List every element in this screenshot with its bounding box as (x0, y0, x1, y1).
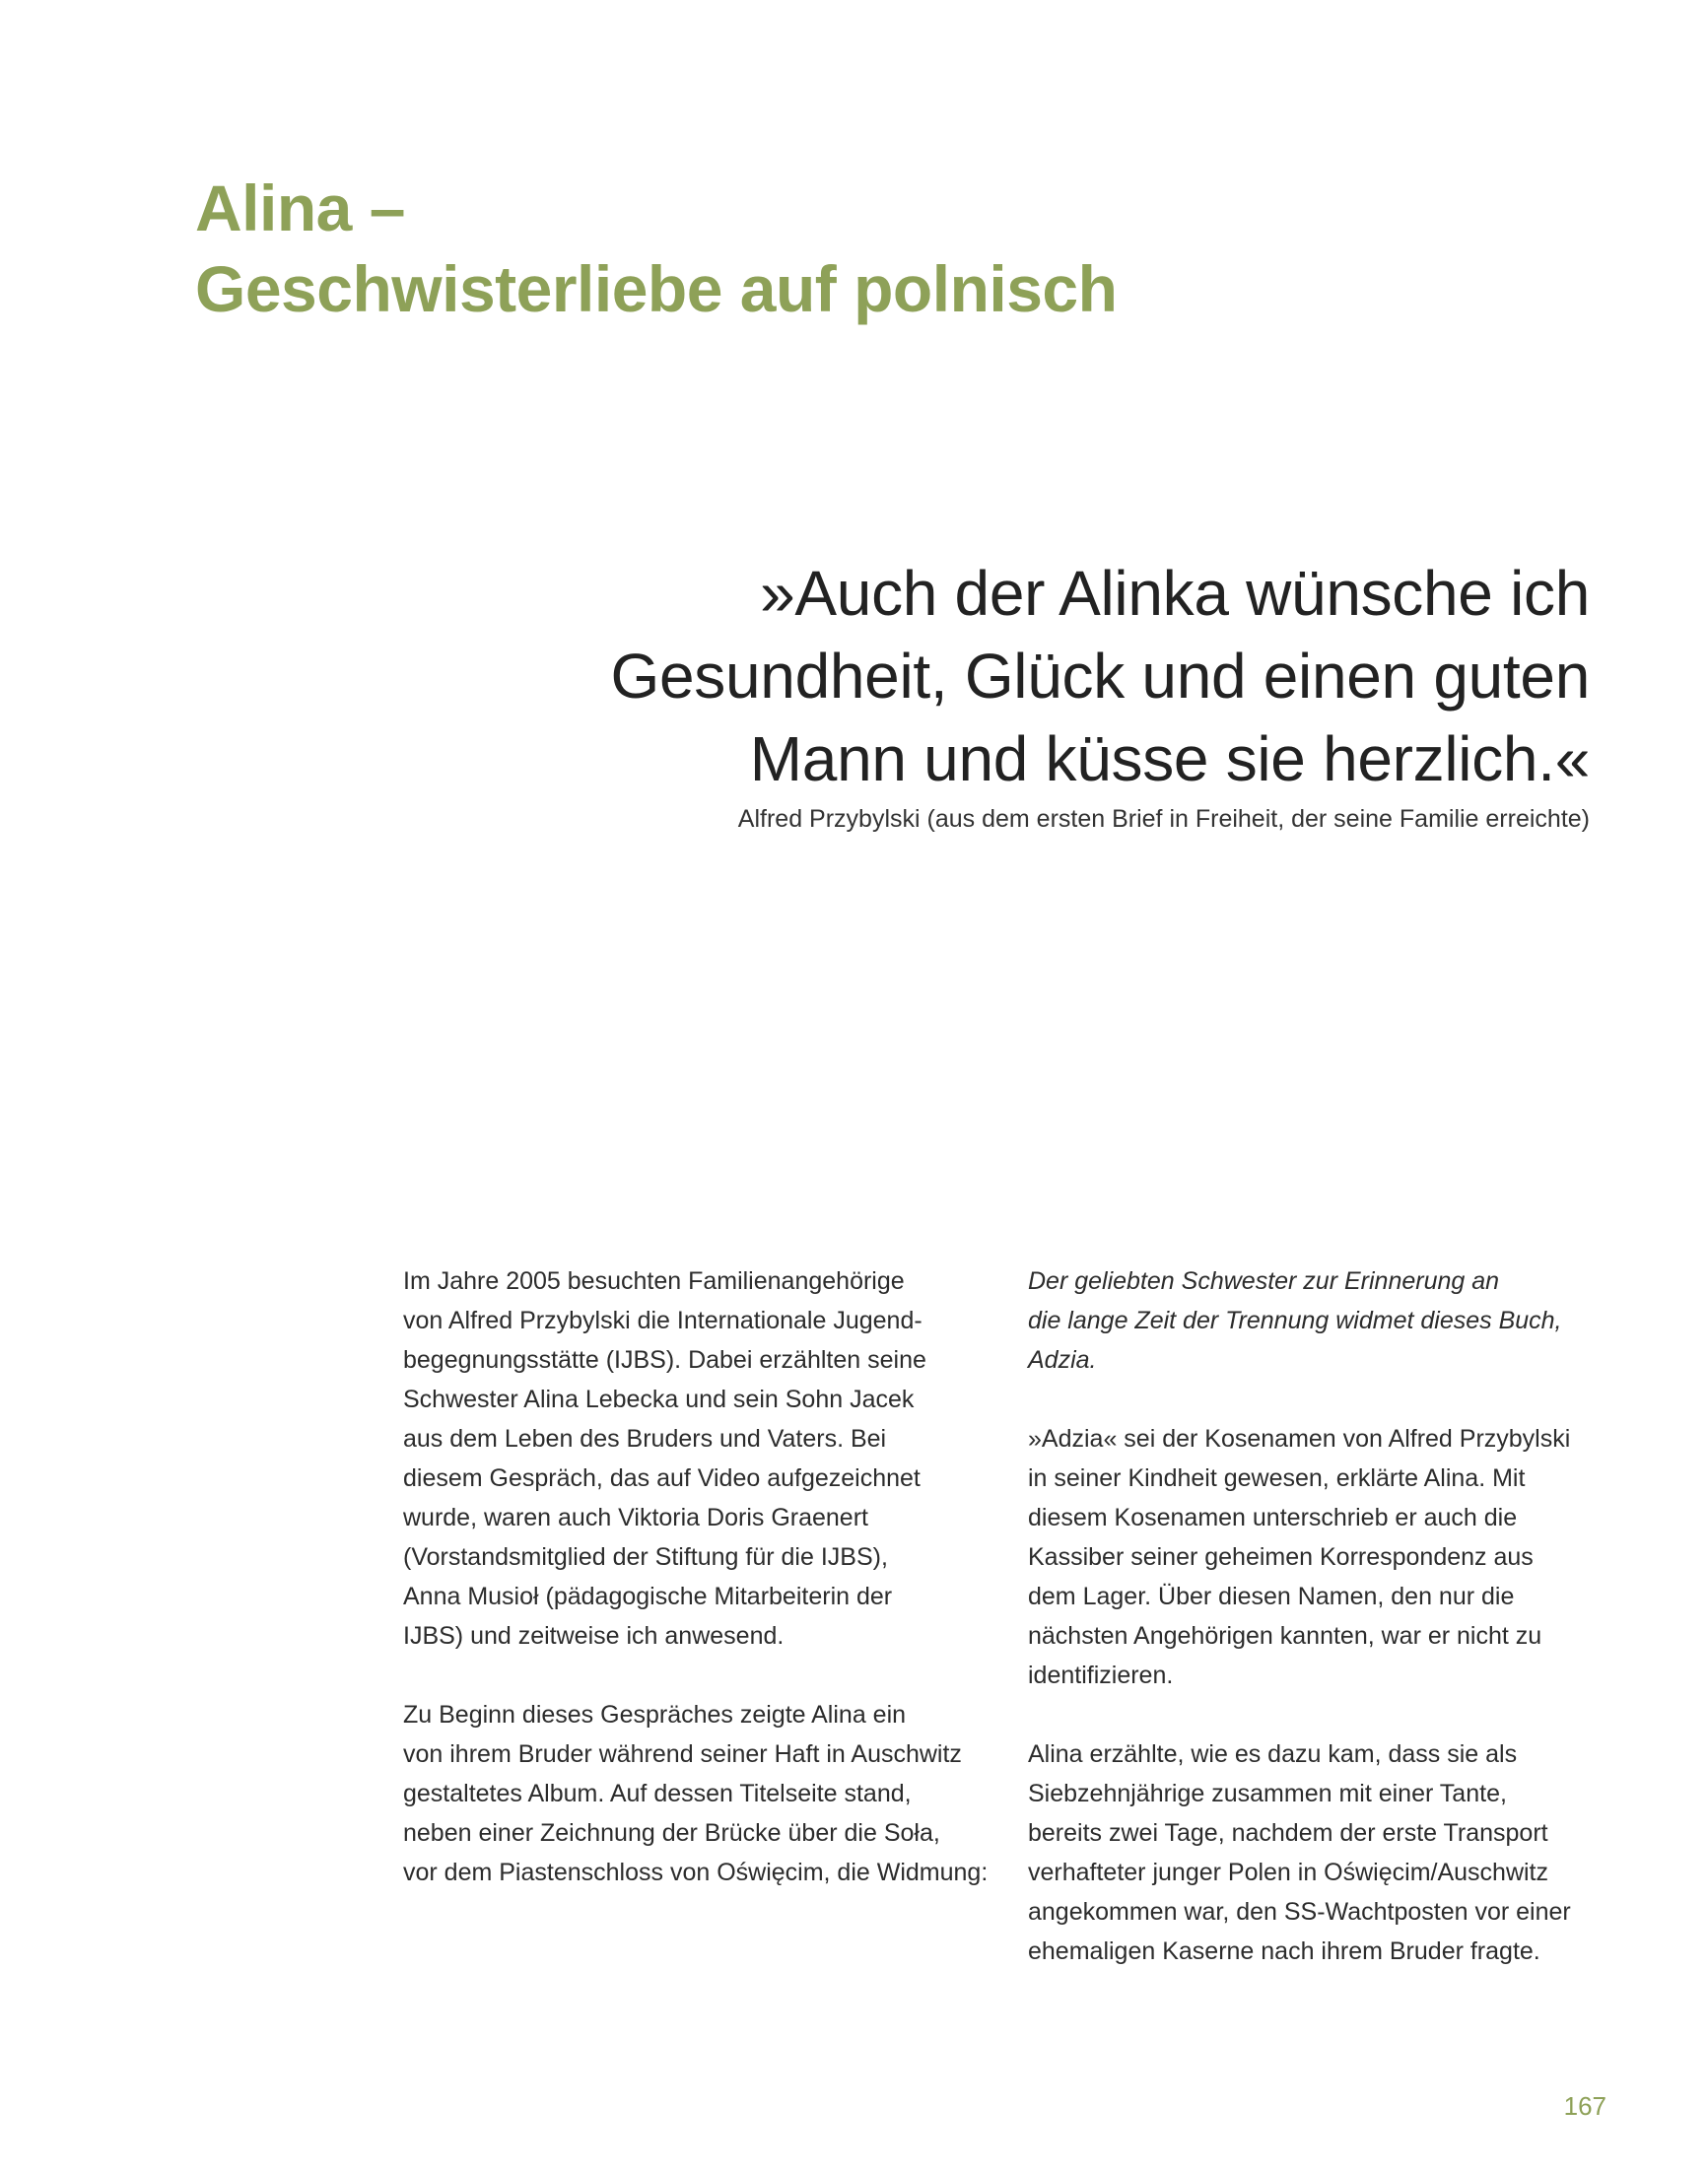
text-line: diesem Gespräch, das auf Video aufgezeichnet (403, 1464, 921, 1492)
quote-line: Mann und küsse sie herzlich.« (749, 723, 1590, 794)
text-line: Anna Musioł (pädagogische Mitarbeiterin der (403, 1583, 893, 1610)
text-line: diesem Kosenamen unterschrieb er auch die (1028, 1504, 1518, 1531)
epigraph-quote (506, 552, 1590, 800)
chapter-title-line-1: Alina – (195, 171, 405, 244)
text-line: vor dem Piastenschloss von Oświęcim, die Widmung: (403, 1859, 989, 1886)
epigraph (506, 552, 1590, 836)
text-line: Adzia. (1028, 1346, 1097, 1374)
text-line: Der geliebten Schwester zur Erinnerung an (1028, 1267, 1500, 1295)
text-line: begegnungsstätte (IJBS). Dabei erzählten seine (403, 1346, 926, 1374)
quote-line: »Auch der Alinka wünsche ich (760, 558, 1590, 629)
left-text-column (403, 1261, 994, 1932)
text-line: »Adzia« sei der Kosenamen von Alfred Przybylski (1028, 1425, 1571, 1453)
text-line: dem Lager. Über diesen Namen, den nur die (1028, 1583, 1515, 1610)
paragraph (1028, 1419, 1619, 1695)
text-line: identifizieren. (1028, 1662, 1174, 1689)
chapter-title (195, 168, 1117, 329)
dedication-paragraph (1028, 1261, 1619, 1380)
text-line: von ihrem Bruder während seiner Haft in Auschwitz (403, 1740, 962, 1768)
text-line: Im Jahre 2005 besuchten Familienangehörige (403, 1267, 905, 1295)
quote-line: Gesundheit, Glück und einen guten (610, 641, 1590, 712)
text-line: nächsten Angehörigen kannten, war er nicht zu (1028, 1622, 1542, 1650)
text-line: in seiner Kindheit gewesen, erklärte Alina. Mit (1028, 1464, 1526, 1492)
chapter-title-line-2: Geschwisterliebe auf polnisch (195, 252, 1118, 325)
text-line: bereits zwei Tage, nachdem der erste Transport (1028, 1819, 1548, 1847)
text-line: Alina erzählte, wie es dazu kam, dass sie als (1028, 1740, 1518, 1768)
text-line: verhafteter junger Polen in Oświęcim/Auschwitz (1028, 1859, 1549, 1886)
epigraph-source: Alfred Przybylski (aus dem ersten Brief in Freiheit, der seine Familie erreichte) (737, 805, 1590, 833)
text-line: (Vorstandsmitglied der Stiftung für die IJBS), (403, 1543, 888, 1571)
text-line: Siebzehnjährige zusammen mit einer Tante, (1028, 1780, 1507, 1807)
paragraph (403, 1261, 994, 1656)
paragraph (403, 1695, 994, 1892)
text-line: angekommen war, den SS-Wachtposten vor einer (1028, 1898, 1571, 1926)
text-line: ehemaligen Kaserne nach ihrem Bruder fragte. (1028, 1937, 1540, 1965)
text-line: gestaltetes Album. Auf dessen Titelseite stand, (403, 1780, 912, 1807)
text-line: Schwester Alina Lebecka und sein Sohn Jacek (403, 1386, 915, 1413)
right-text-column (1028, 1261, 1619, 2010)
paragraph (1028, 1734, 1619, 1971)
page-number: 167 (1563, 2091, 1606, 2121)
text-line: Zu Beginn dieses Gespräches zeigte Alina ein (403, 1701, 907, 1729)
text-line: von Alfred Przybylski die Internationale Jugend- (403, 1307, 922, 1334)
text-line: die lange Zeit der Trennung widmet dieses Buch, (1028, 1307, 1562, 1334)
text-line: neben einer Zeichnung der Brücke über die Soła, (403, 1819, 940, 1847)
text-line: Kassiber seiner geheimen Korrespondenz aus (1028, 1543, 1534, 1571)
text-line: wurde, waren auch Viktoria Doris Graenert (403, 1504, 868, 1531)
text-line: aus dem Leben des Bruders und Vaters. Bei (403, 1425, 887, 1453)
text-line: IJBS) und zeitweise ich anwesend. (403, 1622, 785, 1650)
